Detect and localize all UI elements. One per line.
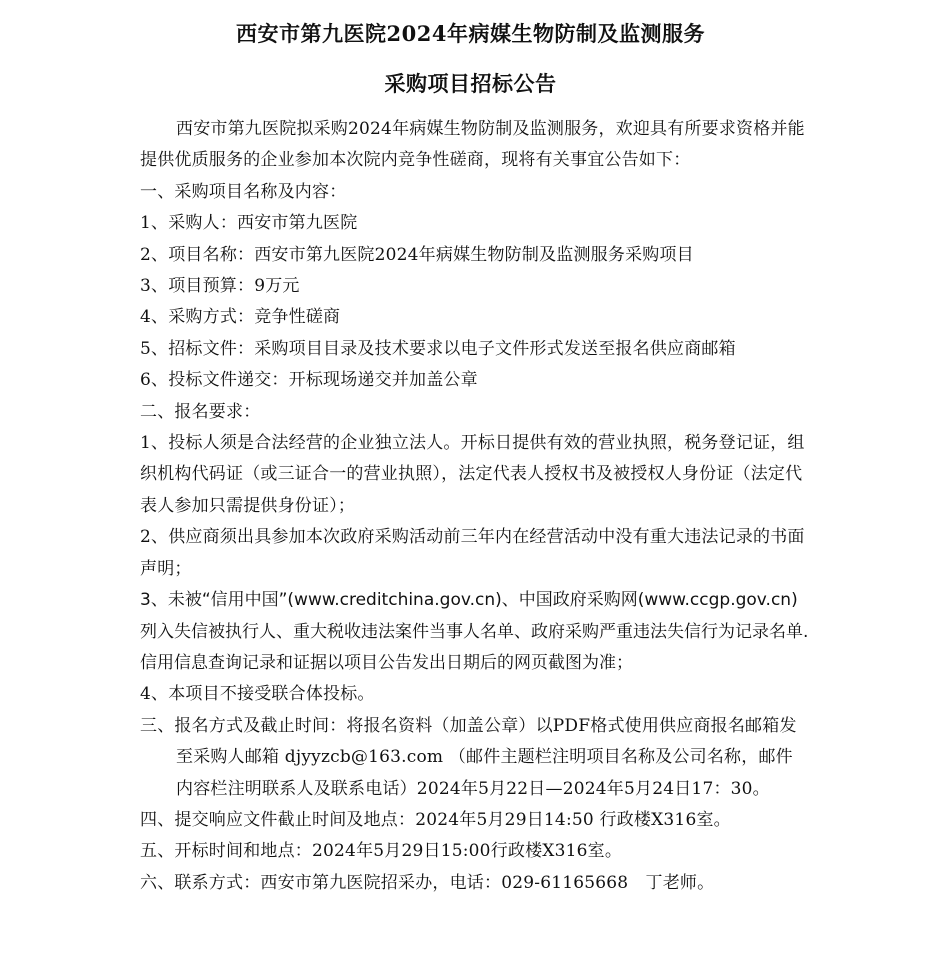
section1-item-method: 4、采购方式：竞争性磋商 xyxy=(140,307,341,328)
document-title-line2: 采购项目招标公告 xyxy=(384,71,557,96)
section5-opening-time: 五、开标时间和地点：2024年5月29日15:00行政楼X316室。 xyxy=(140,841,623,862)
section2-item4: 4、本项目不接受联合体投标。 xyxy=(140,684,375,705)
section1-item-purchaser: 1、采购人：西安市第九医院 xyxy=(140,213,358,234)
section1-heading: 一、采购项目名称及内容： xyxy=(140,181,347,202)
section2-item3: 3、未被“信用中国”(www.creditchina.gov.cn)、中国政府采购网(www.ccgp.gov.cn)列入失信被执行人、重大税收违法案件当事人名单、政府采购严重违法失信行为记录名单.信用信息查询记录和证据以项目公告发出日期后的网页截图为准； xyxy=(140,590,809,673)
section1-item-tender-docs: 5、招标文件：采购项目目录及技术要求以电子文件形式发送至报名供应商邮箱 xyxy=(140,338,736,359)
intro-paragraph: 西安市第九医院拟采购2024年病媒生物防制及监测服务，欢迎具有所要求资格并能提供优质服务的企业参加本次院内竞争性磋商，现将有关事宜公告如下： xyxy=(140,119,805,171)
section1-item-project-name: 2、项目名称：西安市第九医院2024年病媒生物防制及监测服务采购项目 xyxy=(140,244,694,265)
document-body xyxy=(140,114,810,899)
document-title-line1: 西安市第九医院2024年病媒生物防制及监测服务 xyxy=(236,21,705,46)
section2-item2: 2、供应商须出具参加本次政府采购活动前三年内在经营活动中没有重大违法记录的书面声明； xyxy=(140,527,805,579)
section1-item-bid-submission: 6、投标文件递交：开标现场递交并加盖公章 xyxy=(140,370,478,391)
section2-item1: 1、投标人须是合法经营的企业独立法人。开标日提供有效的营业执照，税务登记证，组织机构代码证（或三证合一的营业执照），法定代表人授权书及被授权人身份证（法定代表人参加只需提供身份证）； xyxy=(140,433,805,516)
section1-item-budget: 3、项目预算：9万元 xyxy=(140,276,300,297)
section4-submission-deadline: 四、提交响应文件截止时间及地点：2024年5月29日14:50 行政楼X316室。 xyxy=(140,809,731,830)
section6-contact: 六、联系方式：西安市第九医院招采办，电话：029-61165668 丁老师。 xyxy=(140,872,715,893)
section3-registration: 三、报名方式及截止时间：将报名资料（加盖公章）以PDF格式使用供应商报名邮箱发至采购人邮箱 djyyzcb@163.com （邮件主题栏注明项目名称及公司名称，邮件内容栏注明联系人及联系电话）2024年5月22日—2024年5月24日17：30。 xyxy=(140,715,797,799)
section2-heading: 二、报名要求： xyxy=(140,401,261,422)
